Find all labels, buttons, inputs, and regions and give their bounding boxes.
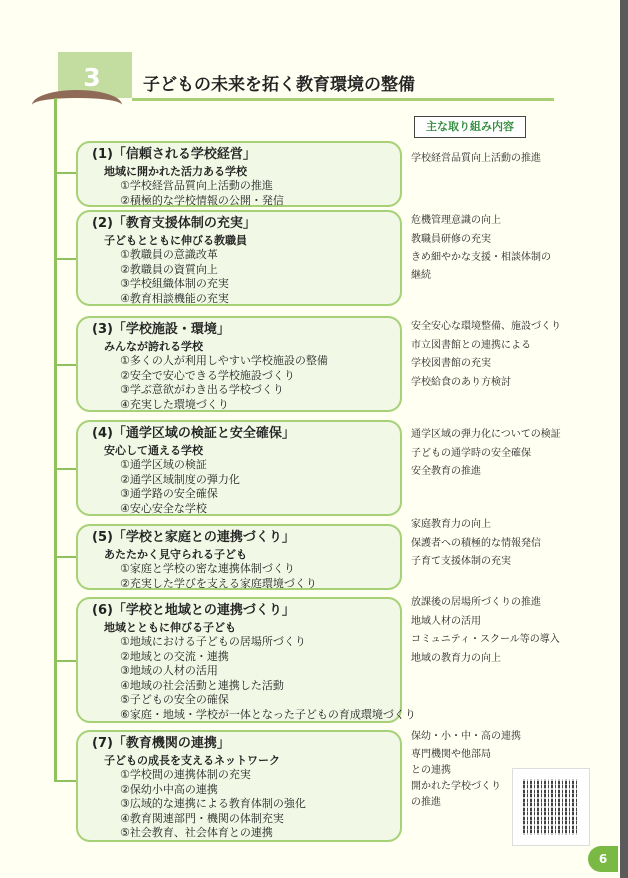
section-subtitle: 地域に開かれた活力ある学校	[104, 165, 247, 178]
section-box-1	[76, 141, 402, 207]
chapter-decoration	[32, 90, 122, 120]
branch-line	[56, 660, 78, 662]
section-item: ③広域的な連携による教育体制の強化	[120, 797, 306, 810]
initiative-item: 安全教育の推進	[411, 466, 481, 477]
initiative-item: 放課後の居場所づくりの推進	[411, 597, 541, 608]
qr-code	[512, 768, 590, 846]
section-item: ①多くの人が利用しやすい学校施設の整備	[120, 354, 328, 367]
section-item: ④地域の社会活動と連携した活動	[120, 678, 284, 692]
initiative-item: 地域人材の活用	[411, 615, 481, 627]
section-item: ③学ぶ意欲がわき出る学校づくり	[120, 383, 284, 396]
initiatives-list-2	[411, 212, 591, 284]
branch-line	[56, 556, 78, 558]
section-item: ①通学区域の検証	[120, 458, 207, 471]
section-item: ③地域の人材の活用	[120, 664, 218, 677]
initiative-item: 学校図書館の充実	[411, 358, 491, 369]
initiative-item: 保幼・小・中・高の連携	[411, 731, 521, 742]
initiative-item: 子育て支援体制の充実	[411, 556, 511, 567]
section-item: ②積極的な学校情報の公開・発信	[120, 193, 284, 207]
section-heading: (3)「学校施設・環境」	[92, 322, 230, 337]
branch-line	[56, 258, 78, 260]
initiative-item: 家庭教育力の向上	[411, 519, 491, 530]
section-item: ④安心安全な学校	[120, 501, 207, 515]
initiative-item: 市立図書館との連携による	[411, 339, 531, 351]
section-heading: (2)「教育支援体制の充実」	[92, 216, 256, 231]
branch-line	[56, 780, 78, 782]
section-item: ④教育関連部門・機関の体制充実	[120, 811, 284, 825]
initiative-item: 専門機関や他部局	[411, 748, 491, 760]
section-box-2	[76, 210, 402, 306]
section-subtitle: みんなが誇れる学校	[104, 340, 203, 353]
section-item: ⑤子どもの安全の確保	[120, 693, 229, 706]
section-subtitle: あたたかく見守られる子ども	[104, 548, 247, 561]
section-subtitle: 安心して通える学校	[104, 444, 203, 457]
initiative-item: の推進	[411, 796, 441, 808]
section-heading: (5)「学校と家庭との連携づくり」	[92, 530, 295, 545]
initiative-item: 開かれた学校づくり	[411, 780, 501, 792]
section-heading: (7)「教育機関の連携」	[92, 736, 230, 751]
section-item: ④教育相談機能の充実	[120, 291, 229, 305]
section-subtitle: 地域とともに伸びる子ども	[104, 621, 236, 634]
main-initiatives-label: 主な取り組み内容	[414, 116, 526, 138]
initiative-item: 学校経営品質向上活動の推進	[411, 153, 541, 164]
page-number: 6	[588, 846, 618, 872]
tree-trunk-line	[54, 98, 57, 782]
section-subtitle: 子どもの成長を支えるネットワーク	[104, 754, 280, 767]
section-item: ②充実した学びを支える家庭環境づくり	[120, 576, 317, 590]
section-item: ①学校間の連携体制の充実	[120, 768, 251, 781]
section-item: ①家庭と学校の密な連携体制づくり	[120, 562, 295, 575]
section-box-6	[76, 597, 416, 723]
section-item: ②通学区域制度の弾力化	[120, 472, 240, 486]
section-heading: (1)「信頼される学校経営」	[92, 147, 256, 162]
section-item: ④充実した環境づくり	[120, 397, 229, 411]
initiative-item: 安全安心な環境整備、施設づくり	[411, 321, 561, 332]
initiatives-list-5	[411, 516, 591, 572]
initiative-item: との連携	[411, 764, 451, 776]
section-subtitle: 子どもとともに伸びる教職員	[104, 234, 247, 247]
qr-code-pattern	[523, 779, 579, 835]
initiative-item: 継続	[411, 269, 431, 281]
title-underline	[132, 98, 554, 101]
section-item: ①学校経営品質向上活動の推進	[120, 179, 273, 192]
initiative-item: 子どもの通学時の安全確保	[411, 447, 531, 459]
initiatives-list-3	[411, 318, 591, 392]
section-box-5	[76, 524, 402, 590]
section-box-7	[76, 730, 402, 842]
section-item: ①地域における子どもの居場所づくり	[120, 635, 306, 648]
section-item: ⑥家庭・地域・学校が一体となった子どもの育成環境づくり	[120, 707, 416, 721]
section-heading: (6)「学校と地域との連携づくり」	[92, 603, 295, 618]
section-box-3	[76, 316, 402, 412]
initiatives-list-4	[411, 426, 591, 482]
section-box-4	[76, 420, 402, 516]
initiative-item: 教職員研修の充実	[411, 233, 491, 245]
branch-line	[56, 364, 78, 366]
initiatives-list-6	[411, 594, 591, 668]
section-item: ①教職員の意識改革	[120, 248, 218, 261]
branch-line	[56, 172, 78, 174]
initiative-item: 通学区域の弾力化についての検証	[411, 429, 561, 440]
section-item: ②地域との交流・連携	[120, 649, 229, 663]
initiative-item: 学校給食のあり方検討	[411, 376, 511, 388]
section-item: ②安全で安心できる学校施設づくり	[120, 368, 295, 382]
section-item: ③通学路の安全確保	[120, 487, 218, 500]
chapter-number: 3	[83, 63, 101, 92]
initiative-item: コミュニティ・スクール等の導入	[411, 634, 560, 645]
initiative-item: きめ細やかな支援・相談体制の	[411, 252, 551, 263]
scroll-edge	[620, 0, 628, 878]
initiatives-list-1	[411, 150, 591, 169]
initiative-item: 地域の教育力の向上	[411, 652, 501, 664]
section-item: ⑤社会教育、社会体育との連携	[120, 826, 273, 839]
page-title: 子どもの未来を拓く教育環境の整備	[143, 75, 415, 95]
initiative-item: 危機管理意識の向上	[411, 215, 501, 226]
section-item: ②教職員の資質向上	[120, 262, 218, 276]
branch-line	[56, 468, 78, 470]
initiative-item: 保護者への積極的な情報発信	[411, 537, 541, 549]
section-heading: (4)「通学区域の検証と安全確保」	[92, 426, 295, 441]
section-item: ③学校組織体制の充実	[120, 277, 229, 290]
section-item: ②保幼小中高の連携	[120, 782, 218, 796]
